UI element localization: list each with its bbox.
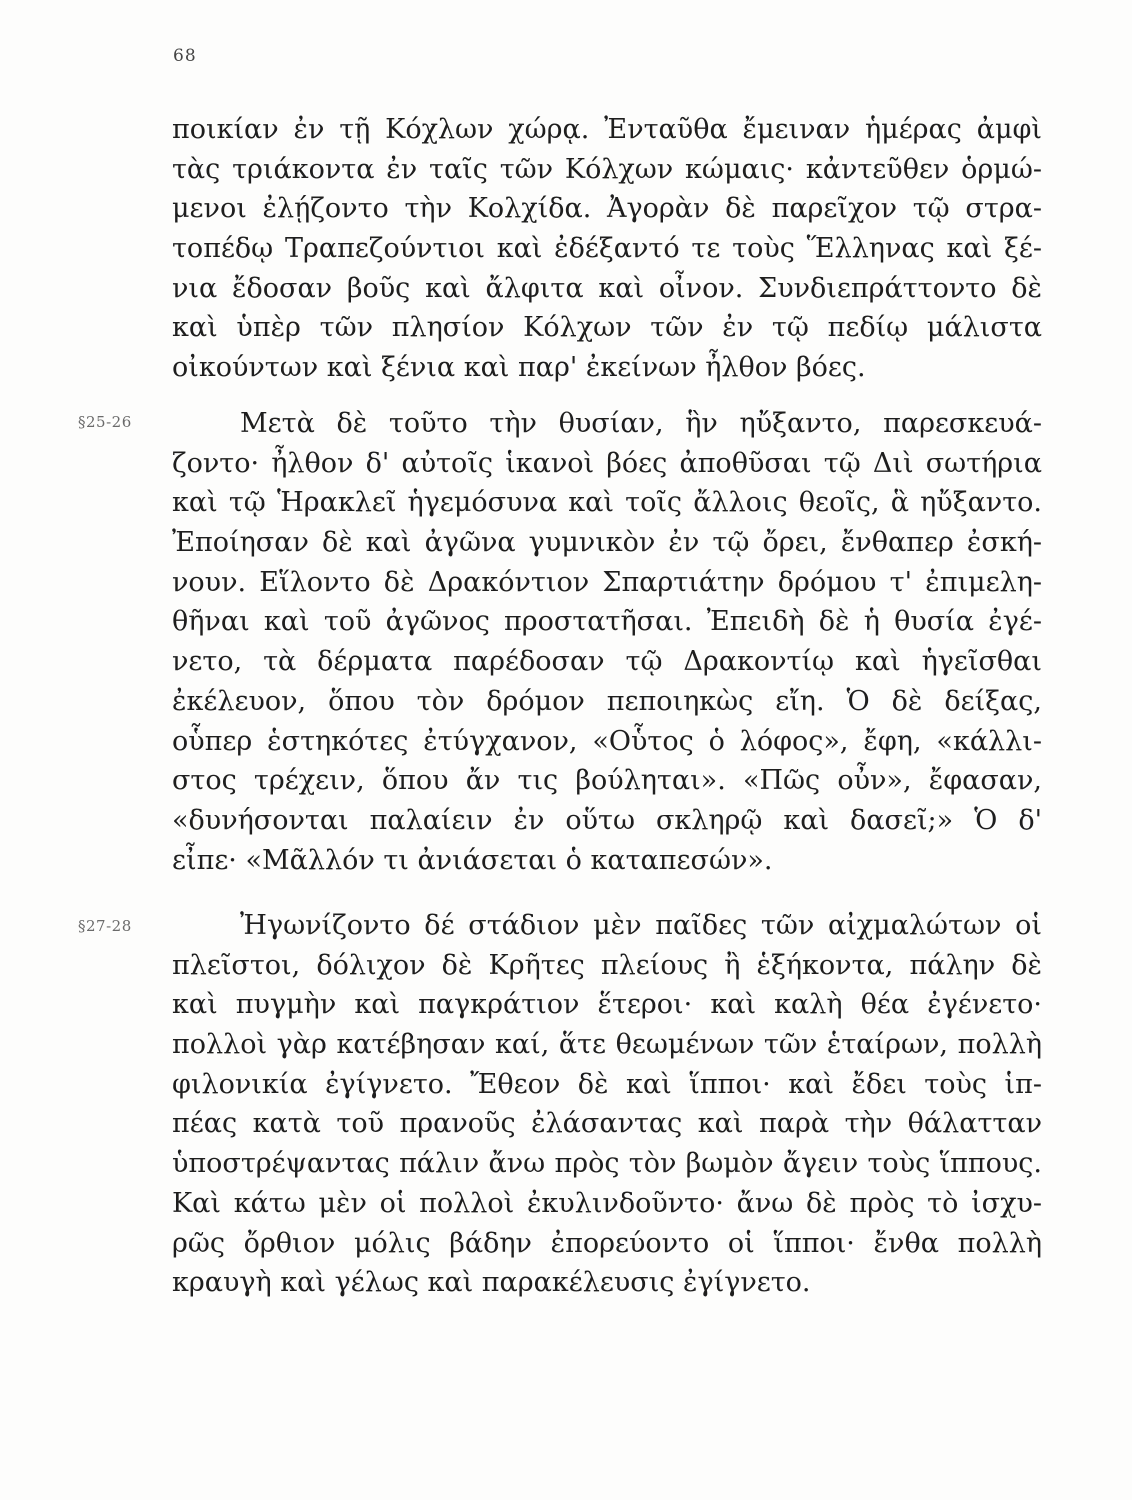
text-line: πολλοὶ γὰρ κατέβησαν καί, ἅτε θεωμένων τῶν ἑταίρων, πολλὴ bbox=[172, 1029, 1042, 1061]
section-marker-27-28: §27-28 bbox=[78, 917, 132, 935]
text-line: πλεῖστοι, δόλιχον δὲ Κρῆτες πλείους ἢ ἑξήκοντα, πάλην δὲ bbox=[172, 949, 1042, 981]
text-line: εἶπε· «Μᾶλλόν τι ἀνιάσεται ὁ καταπεσών». bbox=[172, 844, 773, 876]
text-line: Μετὰ δὲ τοῦτο τὴν θυσίαν, ἣν ηὔξαντο, παρεσκευά- bbox=[240, 408, 1042, 439]
text-line: στος τρέχειν, ὅπου ἄν τις βούληται». «Πῶς οὖν», ἔφασαν, bbox=[172, 765, 1042, 797]
text-line: νουν. Εἵλοντο δὲ Δρακόντιον Σπαρτιάτην δρόμου τ' ἐπιμελη- bbox=[172, 566, 1042, 598]
text-line: ζοντο· ἦλθον δ' αὐτοῖς ἱκανοὶ βόες ἀποθῦσαι τῷ Διὶ σωτήρια bbox=[172, 447, 1042, 479]
text-line: Ἠγωνίζοντο δέ στάδιον μὲν παῖδες τῶν αἰχμαλώτων οἱ bbox=[240, 910, 1042, 941]
text-line: τοπέδῳ Τραπεζούντιοι καὶ ἐδέξαντό τε τοὺς Ἕλληνας καὶ ξέ- bbox=[172, 233, 1042, 265]
paragraph-3 bbox=[172, 906, 1042, 1303]
text-line: ἐκέλευον, ὅπου τὸν δρόμον πεποιηκὼς εἴη. Ὁ δὲ δείξας, bbox=[172, 685, 1042, 717]
text-line: ρῶς ὄρθιον μόλις βάδην ἐπορεύοντο οἱ ἵπποι· ἔνθα πολλὴ bbox=[172, 1227, 1042, 1259]
text-line: Ἐποίησαν δὲ καὶ ἀγῶνα γυμνικὸν ἐν τῷ ὄρει, ἔνθαπερ ἐσκή- bbox=[172, 527, 1042, 559]
text-line: καὶ τῷ Ἡρακλεῖ ἡγεμόσυνα καὶ τοῖς ἄλλοις θεοῖς, ἃ ηὔξαντο. bbox=[172, 487, 1042, 519]
text-line: κραυγὴ καὶ γέλως καὶ παρακέλευσις ἐγίγνετο. bbox=[172, 1267, 811, 1299]
paragraph-1 bbox=[172, 110, 1042, 388]
text-line: οἰκούντων καὶ ξένια καὶ παρ' ἐκείνων ἦλθον βόες. bbox=[172, 352, 866, 384]
text-line: οὗπερ ἑστηκότες ἐτύγχανον, «Οὗτος ὁ λόφος», ἔφη, «κάλλι- bbox=[172, 725, 1042, 757]
text-line: φιλονικία ἐγίγνετο. Ἔθεον δὲ καὶ ἵπποι· καὶ ἔδει τοὺς ἱπ- bbox=[172, 1068, 1042, 1100]
text-line: «δυνήσονται παλαίειν ἐν οὕτω σκληρῷ καὶ δασεῖ;» Ὁ δ' bbox=[172, 804, 1042, 836]
text-line: καὶ ὑπὲρ τῶν πλησίον Κόλχων τῶν ἐν τῷ πεδίῳ μάλιστα bbox=[172, 312, 1042, 344]
text-line: Καὶ κάτω μὲν οἱ πολλοὶ ἐκυλινδοῦντο· ἄνω δὲ πρὸς τὸ ἰσχυ- bbox=[172, 1187, 1042, 1219]
text-line: μενοι ἐλῄζοντο τὴν Κολχίδα. Ἀγορὰν δὲ παρεῖχον τῷ στρα- bbox=[172, 193, 1042, 225]
text-line: ὑποστρέψαντας πάλιν ἄνω πρὸς τὸν βωμὸν ἄγειν τοὺς ἵππους. bbox=[172, 1148, 1042, 1180]
text-line: τὰς τριάκοντα ἐν ταῖς τῶν Κόλχων κώμαις· κἀντεῦθεν ὁρμώ- bbox=[172, 153, 1042, 185]
text-line: νια ἔδοσαν βοῦς καὶ ἄλφιτα καὶ οἶνον. Συνδιεπράττοντο δὲ bbox=[172, 272, 1042, 304]
text-line: νετο, τὰ δέρματα παρέδοσαν τῷ Δρακοντίῳ καὶ ἡγεῖσθαι bbox=[172, 646, 1042, 678]
paragraph-2 bbox=[172, 404, 1042, 880]
section-marker-25-26: §25-26 bbox=[78, 413, 132, 431]
page-number: 68 bbox=[173, 46, 197, 66]
text-line: θῆναι καὶ τοῦ ἀγῶνος προστατῆσαι. Ἐπειδὴ δὲ ἡ θυσία ἐγέ- bbox=[172, 606, 1042, 638]
text-line: πέας κατὰ τοῦ πρανοῦς ἐλάσαντας καὶ παρὰ τὴν θάλατταν bbox=[172, 1108, 1042, 1140]
text-line: ποικίαν ἐν τῇ Κόχλων χώρᾳ. Ἐνταῦθα ἔμειναν ἡμέρας ἀμφὶ bbox=[172, 114, 1042, 145]
text-line: καὶ πυγμὴν καὶ παγκράτιον ἕτεροι· καὶ καλὴ θέα ἐγένετο· bbox=[172, 989, 1042, 1021]
